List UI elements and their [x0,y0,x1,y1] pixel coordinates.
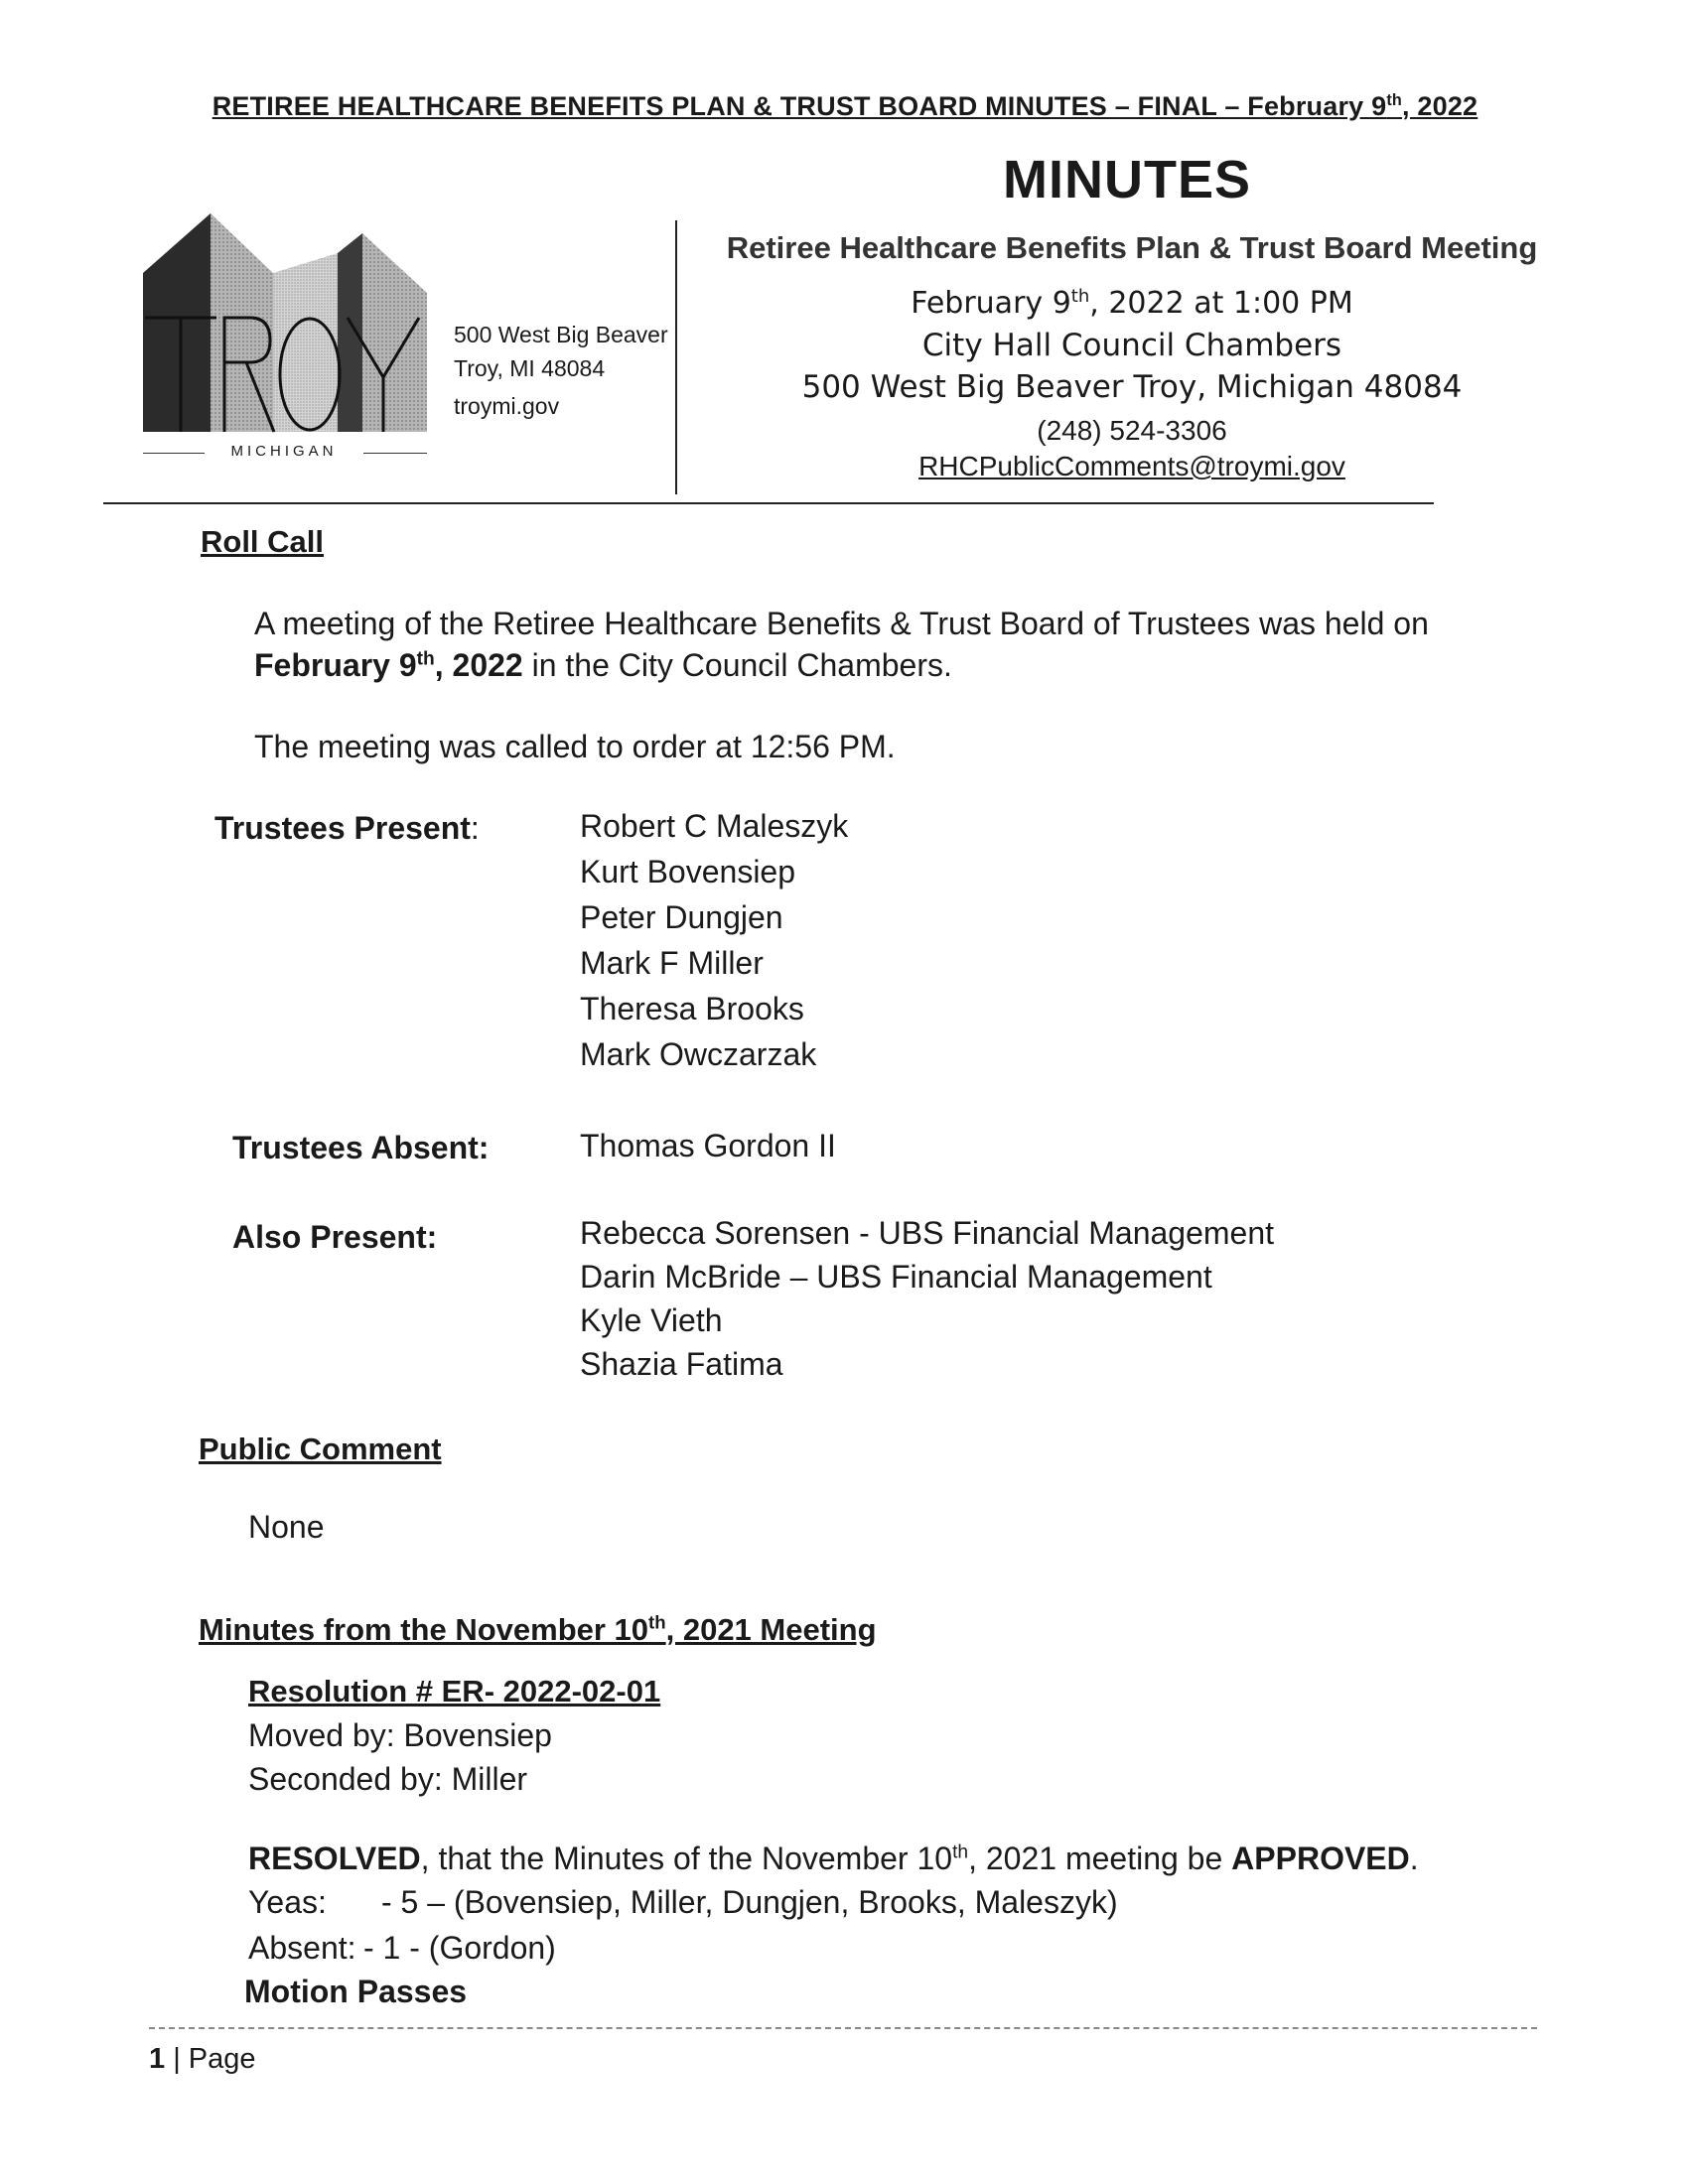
also-present-name: Rebecca Sorensen - UBS Financial Management [580,1215,1275,1251]
roll-call-date-pre: February 9 [254,647,417,683]
trustee-present-name: Peter Dungjen [580,899,783,935]
trustee-present-name: Theresa Brooks [580,991,804,1026]
approved-word: APPROVED [1231,1841,1410,1876]
meeting-date [695,286,1569,321]
resolved-sup: th [952,1842,969,1863]
trustee-absent-name: Thomas Gordon II [580,1128,836,1163]
trustee-present-name: Mark F Miller [580,945,764,981]
footer-rule [149,2027,1537,2029]
header-status: – FINAL – February 9 [1107,91,1387,121]
minutes-heading-post: , 2021 Meeting [665,1612,877,1647]
meeting-board-name: Retiree Healthcare Benefits Plan & Trust Board Meeting [726,230,1538,265]
address-street: 500 West Big Beaver [454,322,668,347]
resolved-mid-post: , 2021 meeting be [968,1841,1232,1876]
meeting-location: City Hall Council Chambers [921,328,1342,363]
document-header [185,91,1505,122]
resolved-word: RESOLVED [248,1841,421,1876]
header-year: , 2022 [1402,91,1478,121]
also-present-name: Kyle Vieth [580,1302,723,1338]
absent-vote-value: - 1 - (Gordon) [363,1930,556,1966]
roll-call-heading: Roll Call [201,524,325,559]
page-word: | Page [165,2043,256,2075]
trustees-present-colon: : [470,810,480,846]
minutes-heading-sup: th [648,1611,666,1633]
trustee-present-name: Kurt Bovensiep [580,854,796,889]
also-present-name: Darin McBride – UBS Financial Management [580,1259,1212,1295]
logo-rule-right [363,453,427,454]
minutes-heading [199,1612,877,1648]
trustees-absent-label: Trustees Absent: [232,1130,490,1165]
roll-call-date-sup: th [416,648,435,670]
page-footer [149,2043,256,2076]
also-present-name: Shazia Fatima [580,1346,783,1382]
yeas-label: Yeas: [248,1884,327,1920]
meeting-date-pre: February 9 [911,286,1071,321]
minutes-title: MINUTES [1003,150,1251,209]
public-comment-heading: Public Comment [199,1432,442,1466]
header-rule [103,502,1434,504]
trustees-present-label-text: Trustees Present [214,810,471,846]
public-comment-text: None [248,1509,325,1545]
meeting-phone: (248) 524-3306 [1037,415,1227,446]
seconded-by: Seconded by: Miller [248,1761,528,1797]
resolved-mid-pre: , that the Minutes of the November 10 [420,1841,953,1876]
troy-logo [139,213,437,472]
motion-result: Motion Passes [244,1974,468,2009]
header-date-sup: th [1386,91,1402,109]
logo-state-row [139,443,429,463]
resolution-number: Resolution # ER- 2022-02-01 [248,1674,661,1708]
trustee-present-name: Mark Owczarzak [580,1036,817,1072]
address-website: troymi.gov [454,393,560,419]
roll-call-intro-line-1: A meeting of the Retiree Healthcare Benefits & Trust Board of Trustees was held on [254,606,1429,641]
resolved-end: . [1409,1841,1419,1876]
called-to-order: The meeting was called to order at 12:56 PM. [254,729,896,764]
trustees-present-label [214,810,480,847]
meeting-date-post: , 2022 at 1:00 PM [1089,286,1353,321]
also-present-label: Also Present: [232,1219,438,1255]
absent-vote-label: Absent: [248,1930,356,1966]
roll-call-intro-line-2 [254,647,952,684]
moved-by: Moved by: Bovensiep [248,1717,552,1753]
meeting-email-link[interactable]: RHCPublicComments@troymi.gov [918,451,1345,481]
meeting-date-sup: th [1070,286,1090,307]
logo-state: MICHIGAN [230,443,338,460]
minutes-heading-pre: Minutes from the November 10 [199,1612,649,1647]
trustee-present-name: Robert C Maleszyk [580,808,849,844]
yeas-value: - 5 – (Bovensiep, Miller, Dungjen, Brooks, Maleszyk) [381,1884,1118,1920]
roll-call-location: in the City Council Chambers. [522,647,952,683]
page-number: 1 [149,2043,166,2075]
logo-rule-left [143,453,205,454]
resolution-text [248,1841,1419,1877]
meeting-address: 500 West Big Beaver Troy, Michigan 48084 [801,369,1463,405]
header-divider [675,220,677,494]
address-city: Troy, MI 48084 [454,355,606,381]
roll-call-date-post: , 2022 [434,647,523,683]
header-title: RETIREE HEALTHCARE BENEFITS PLAN & TRUST BOARD MINUTES [211,91,1108,121]
